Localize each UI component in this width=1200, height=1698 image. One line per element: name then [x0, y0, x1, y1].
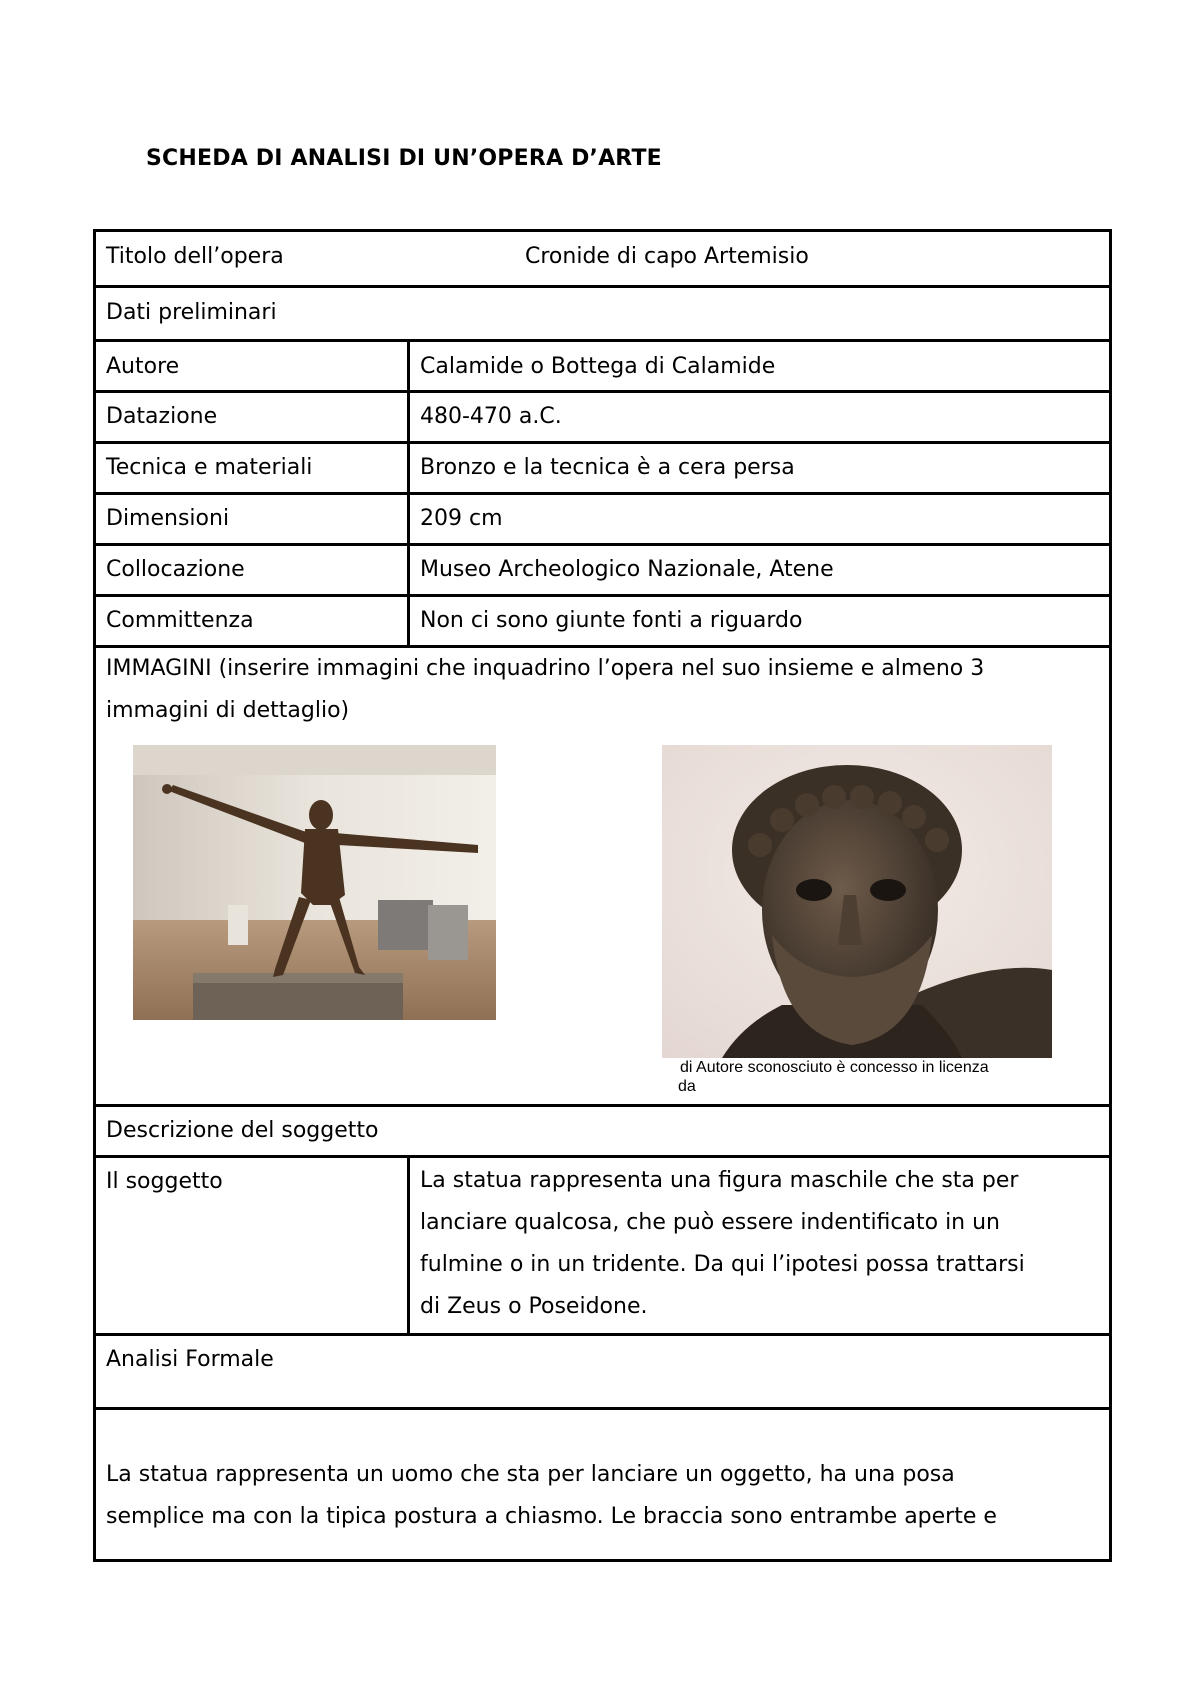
author-label: Autore [106, 354, 180, 379]
formal-analysis-text [106, 1454, 997, 1538]
data-row-location [96, 546, 1109, 597]
title-row [96, 232, 1109, 288]
column-divider [407, 444, 410, 492]
page-heading: SCHEDA DI ANALISI DI UN’OPERA D’ARTE [146, 146, 662, 171]
data-row-dimensions [96, 495, 1109, 546]
description-label: Descrizione del soggetto [106, 1118, 379, 1143]
images-label-line1: IMMAGINI (inserire immagini che inquadrino l’opera nel suo insieme e almeno 3 [106, 656, 985, 681]
statue-full-photo [133, 745, 496, 1020]
data-row-commission [96, 597, 1109, 648]
formal-analysis-label: Analisi Formale [106, 1347, 274, 1372]
formal-analysis-header-row [96, 1336, 1109, 1410]
dimensions-label: Dimensioni [106, 506, 230, 531]
subject-line: fulmine o in un tridente. Da qui l’ipotesi possa trattarsi [420, 1252, 1025, 1277]
technique-value: Bronzo e la tecnica è a cera persa [420, 455, 795, 480]
statue-head-photo [662, 745, 1052, 1058]
date-value: 480-470 a.C. [420, 404, 562, 429]
image-credit-line1: di Autore sconosciuto è concesso in licenza [680, 1059, 989, 1076]
commission-value: Non ci sono giunte fonti a riguardo [420, 608, 803, 633]
column-divider [407, 495, 410, 543]
formal-line: La statua rappresenta un uomo che sta per lanciare un oggetto, ha una posa [106, 1462, 955, 1487]
data-row-date [96, 393, 1109, 444]
column-divider [407, 546, 410, 594]
preliminary-row [96, 288, 1109, 342]
column-divider [407, 342, 410, 390]
data-row-author [96, 342, 1109, 393]
statue-head-image [662, 745, 1052, 1058]
images-row [96, 648, 1109, 1107]
location-value: Museo Archeologico Nazionale, Atene [420, 557, 834, 582]
images-label-line2: immagini di dettaglio) [106, 698, 350, 723]
subject-text [420, 1160, 1025, 1328]
commission-label: Committenza [106, 608, 254, 633]
description-row [96, 1107, 1109, 1158]
subject-line: lanciare qualcosa, che può essere indentificato in un [420, 1210, 1001, 1235]
formal-analysis-body [96, 1410, 1109, 1559]
subject-label: Il soggetto [106, 1169, 223, 1194]
subject-line: La statua rappresenta una figura maschile che sta per [420, 1168, 1019, 1193]
column-divider [407, 393, 410, 441]
formal-line: semplice ma con la tipica postura a chiasmo. Le braccia sono entrambe aperte e [106, 1504, 997, 1529]
analysis-table [93, 229, 1112, 1562]
dimensions-value: 209 cm [420, 506, 503, 531]
title-label: Titolo dell’opera [106, 244, 284, 269]
author-value: Calamide o Bottega di Calamide [420, 354, 776, 379]
statue-full-image [133, 745, 496, 1020]
location-label: Collocazione [106, 557, 245, 582]
column-divider [407, 1158, 410, 1333]
column-divider [407, 597, 410, 645]
image-credit-line2: da [678, 1078, 696, 1095]
date-label: Datazione [106, 404, 218, 429]
title-value: Cronide di capo Artemisio [525, 244, 809, 269]
subject-line: di Zeus o Poseidone. [420, 1294, 648, 1319]
technique-label: Tecnica e materiali [106, 455, 313, 480]
subject-row [96, 1158, 1109, 1336]
data-row-technique [96, 444, 1109, 495]
preliminary-label: Dati preliminari [106, 300, 277, 325]
